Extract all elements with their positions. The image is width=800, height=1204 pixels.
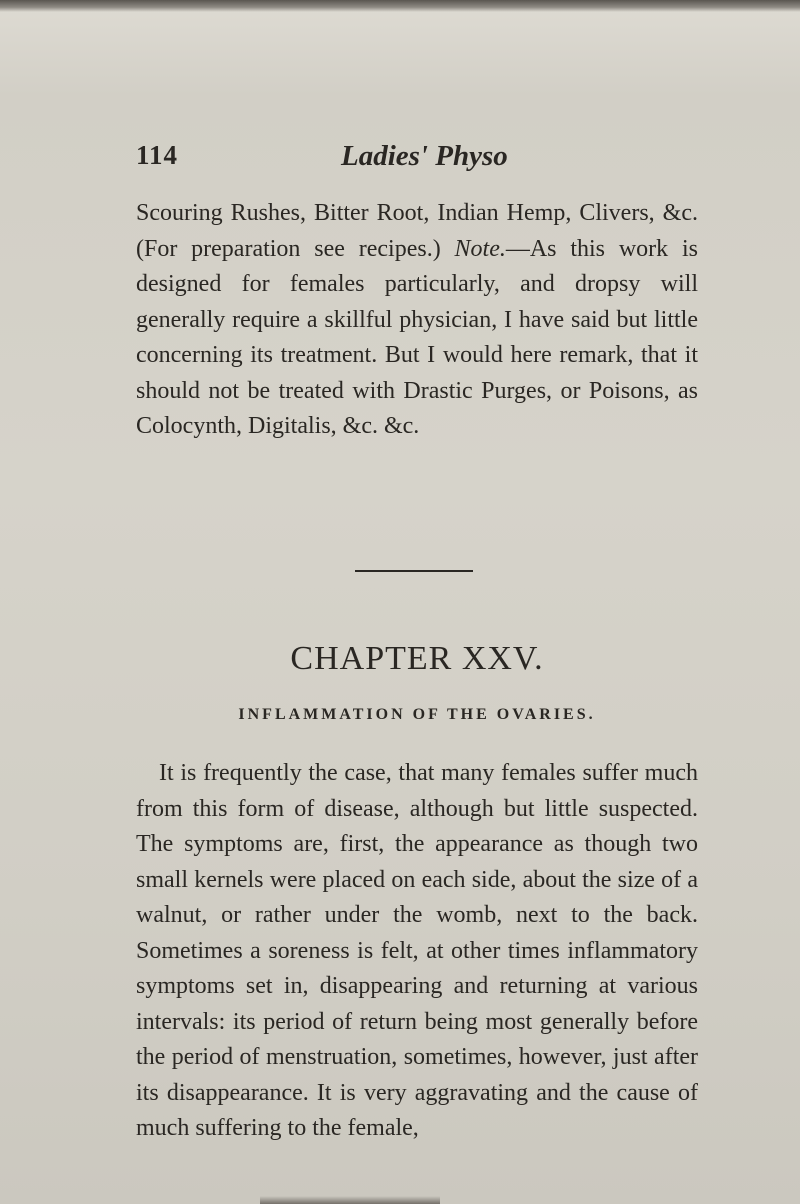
running-head [136, 140, 696, 180]
running-title: Ladies' Physo [341, 140, 508, 172]
page-top-edge [0, 0, 800, 12]
note-label: Note. [454, 235, 506, 262]
page-bottom-shadow [260, 1196, 440, 1204]
page-number: 114 [136, 140, 179, 170]
paragraph-1-text-a: Scouring Rushes, Bitter Root, Indian Hemp, Clivers, &c. (For preparation see recipes.) [136, 200, 698, 262]
paragraph-scouring-rushes [136, 196, 698, 445]
chapter-title: CHAPTER XXV. [290, 640, 544, 677]
chapter-subtitle: INFLAMMATION OF THE OVARIES. [238, 706, 596, 723]
section-divider [355, 570, 473, 572]
paragraph-1-text-b: —As this work is designed for females particularly, and dropsy will generally require a skillful physician, I have said but little concerning its treatment. But I would here remark, that it should not be treated with Drastic Purges, or Poisons, as Colocynth, Digitalis, &c. &c. [136, 235, 699, 439]
paragraph-inflammation: It is frequently the case, that many females suffer much from this form of disease, although but little suspected. The symptoms are, first, the appearance as though two small kernels were placed on each side, about the size of a walnut, or rather under the womb, next to the back. Sometimes a soreness is felt, at other times inflammatory symptoms set in, disappearing and returning at various intervals: its period of return being most generally before the period of menstruation, sometimes, however, just after its disappearance. It is very aggravating and the cause of much suffering to the female, [136, 760, 698, 1141]
